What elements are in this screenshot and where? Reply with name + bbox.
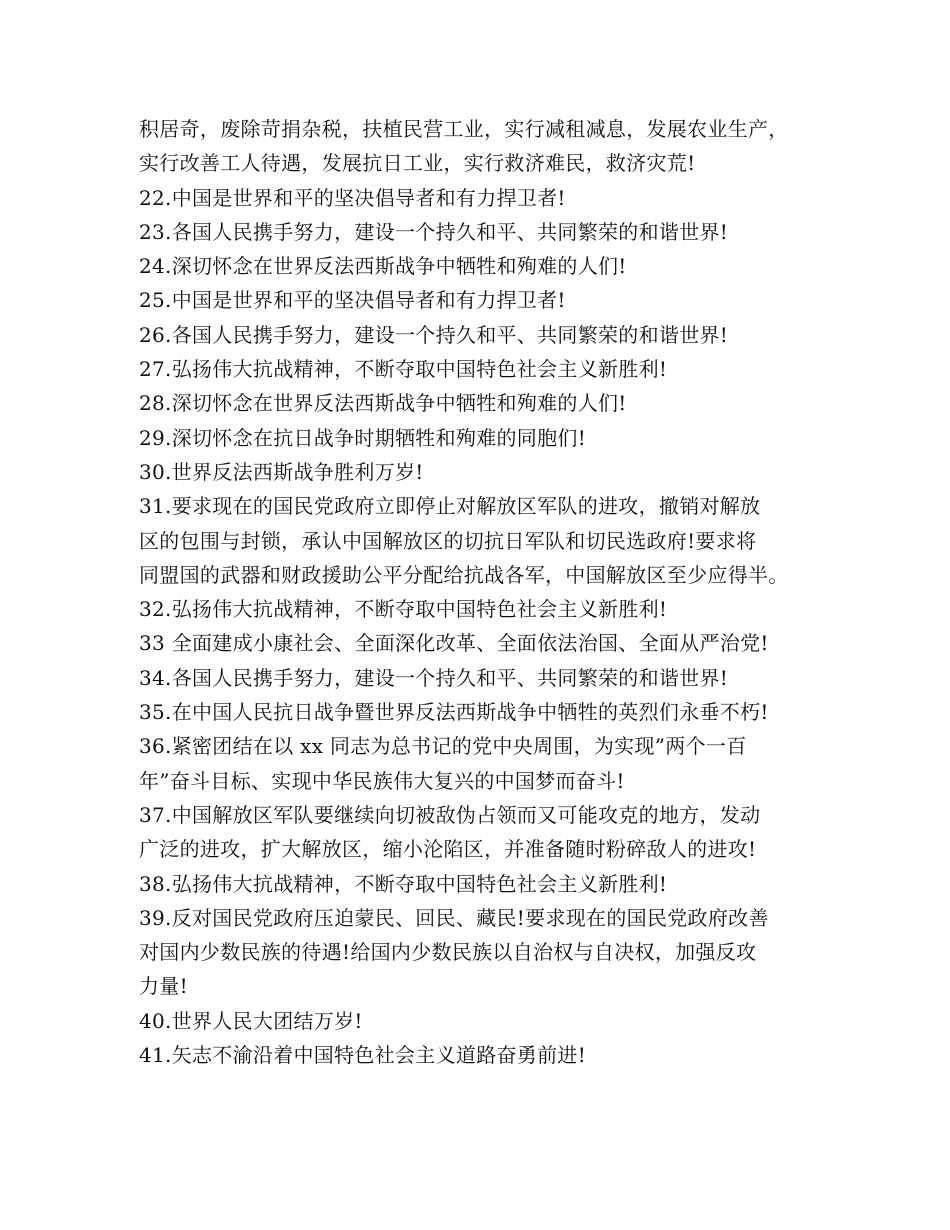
text-line: 30.世界反法西斯战争胜利万岁! [139,459,424,484]
text-line: 实行改善工人待遇，发展抗日工业，实行救济难民，救济灾荒! [139,151,696,176]
text-line: 41.矢志不渝沿着中国特色社会主义道路奋勇前进! [139,1043,587,1068]
text-line: 22.中国是世界和平的坚决倡导者和有力捍卫者! [139,185,566,210]
text-line: 36.紧密团结在以 xx 同志为总书记的党中央周围，为实现”两个一百 [139,734,747,759]
text-line: 23.各国人民携手努力，建设一个持久和平、共同繁荣的和谐世界! [139,219,729,244]
text-line: 积居奇，废除苛捐杂税，扶植民营工业，实行减租减息，发展农业生产， [139,117,789,141]
text-line: 38.弘扬伟大抗战精神，不断夺取中国特色社会主义新胜利! [139,871,668,896]
text-line: 24.深切怀念在世界反法西斯战争中牺牲和殉难的人们! [139,254,627,279]
text-line: 年”奋斗目标、实现中华民族伟大复兴的中国梦而奋斗! [139,768,625,793]
text-line: 37.中国解放区军队要继续向切被敌伪占领而又可能攻克的地方，发动 [139,802,761,827]
text-line: 35.在中国人民抗日战争暨世界反法西斯战争中牺牲的英烈们永垂不朽! [139,700,769,725]
text-line: 33 全面建成小康社会、全面深化改革、全面依法治国、全面从严治党! [139,631,769,656]
text-line: 39.反对国民党政府压迫蒙民、回民、藏民!要求现在的国民党政府改善 [139,905,769,930]
text-line: 32.弘扬伟大抗战精神，不断夺取中国特色社会主义新胜利! [139,597,668,622]
text-line: 25.中国是世界和平的坚决倡导者和有力捍卫者! [139,288,566,313]
text-line: 26.各国人民携手努力，建设一个持久和平、共同繁荣的和谐世界! [139,322,729,347]
text-line: 对国内少数民族的待遇!给国内少数民族以自治权与自决权，加强反攻 [139,940,757,965]
text-line: 27.弘扬伟大抗战精神，不断夺取中国特色社会主义新胜利! [139,357,668,382]
text-line: 29.深切怀念在抗日战争时期牺牲和殉难的同胞们! [139,425,587,450]
text-line: 40.世界人民大团结万岁! [139,1008,363,1033]
text-line: 区的包围与封锁，承认中国解放区的切抗日军队和切民选政府!要求将 [139,528,757,553]
text-line: 31.要求现在的国民党政府立即停止对解放区军队的进攻，撤销对解放 [139,494,761,519]
document-body [139,112,829,1072]
text-line: 28.深切怀念在世界反法西斯战争中牺牲和殉难的人们! [139,391,627,416]
text-line: 力量! [139,974,188,999]
text-line: 广泛的进攻，扩大解放区，缩小沦陷区，并准备随时粉碎敌人的进攻! [139,837,757,862]
text-line: 同盟国的武器和财政援助公平分配给抗战各军，中国解放区至少应得半。 [139,562,789,587]
text-line: 34.各国人民携手努力，建设一个持久和平、共同繁荣的和谐世界! [139,665,729,690]
